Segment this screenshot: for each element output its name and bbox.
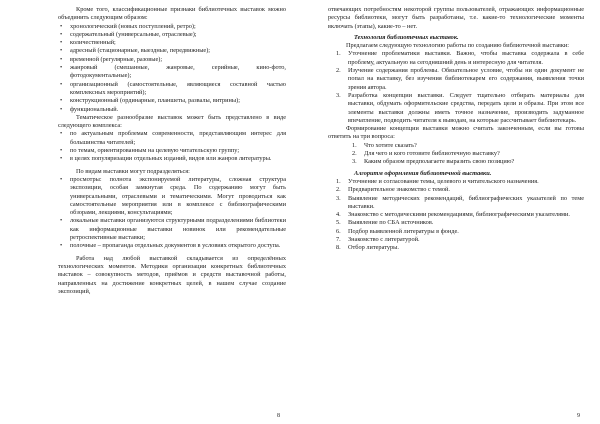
list-item: • по актуальным проблемам современности, представляющим интерес для большинства читателей; bbox=[58, 130, 286, 147]
right-page bbox=[300, 0, 600, 424]
list-item: 2. Изучение содержания проблемы. Обязательное условие, чтобы ни один документ не попал на выставку, без изучения библиотекарем его содержания, выявления точки зрения автора. bbox=[336, 67, 584, 91]
list-item: 3. Выявление методических рекомендаций, библиографических указателей по теме выставки. bbox=[336, 194, 584, 210]
continuation-paragraph: отвечающих потребностям некоторой группы пользователей, отражающих информационные ресурсы библиотеки, могут быть разработаны, т.е. какие-то технологические моменты включать (этапы), какие-то – нет. bbox=[328, 6, 584, 30]
list-item: • адресный (стационарные, выездные, передвижные); bbox=[58, 47, 286, 55]
types-list bbox=[58, 176, 286, 251]
list-item: 4. Знакомство с методическими рекомендациями, библиографическими указателями. bbox=[336, 211, 570, 219]
types-paragraph: По видам выставки могут подразделяться: bbox=[76, 167, 190, 175]
list-item: • по темам, ориентированным на целевую читательскую группу; bbox=[58, 147, 286, 155]
thematic-paragraph: Тематическое разнообразие выставок может быть представлено в виде следующего комплекса: bbox=[58, 113, 286, 130]
list-item: • содержательный (универсальные, отраслевые); bbox=[58, 31, 286, 39]
list-item: 3. Разработка концепции выставки. Следует тщательно отбирать материалы для выставки, обдумать оформительские средства, передать цели и образы. При этом все элементы выставки должны иметь точное назначение, производить задуманное впечатление, подводить читателя к выводам, на которые рассчитывает библиотекарь. bbox=[336, 91, 584, 124]
list-item: • хронологический (новых поступлений, ретро); bbox=[58, 23, 286, 31]
technology-steps-list bbox=[328, 50, 584, 125]
questions-list bbox=[328, 142, 584, 167]
left-intro-paragraph: Кроме того, классификационные признаки библиотечных выставок можно объединить следующим образом: bbox=[58, 6, 286, 22]
list-item: 5. Выявление по СБА источников. bbox=[336, 219, 434, 227]
list-item: • количественный; bbox=[58, 39, 286, 47]
list-item: 3. Каким образом предполагаете выразить свою позицию? bbox=[352, 158, 515, 166]
section-heading-technology: Технология библиотечных выставок. bbox=[354, 33, 459, 41]
list-item: 1. Уточнение и согласование темы, целевого и читательского назначения. bbox=[336, 177, 539, 185]
methods-paragraph: Работа над любой выставкой складывается из определённых технологических моментов. Методики организации конкретных библиотечных выставок – совокупность методов, приёмов и средств выставочной работы, направленных на достижение конкретных целей, в нашем случае создание экспозиций, bbox=[58, 254, 286, 295]
list-item: • временной (регулярные, разовые); bbox=[58, 56, 286, 64]
list-item: • в целях популяризации отдельных изданий, видов или жанров литературы. bbox=[58, 155, 286, 163]
list-item: • организационный (самостоятельные, являющиеся составной частью комплексных мероприятий); bbox=[58, 81, 286, 98]
section-heading-algorithm: Алгоритм оформления библиотечной выставки. bbox=[354, 169, 492, 177]
technology-intro: Предлагаем следующую технологию работы по созданию библиотечной выставки: bbox=[346, 42, 570, 50]
concept-paragraph: Формирование концепции выставки можно считать законченным, если вы готовы ответить на три вопроса: bbox=[328, 125, 584, 141]
list-item: • локальные выставки организуются структурными подразделениями библиотеки как информационные выставки новинок или рекомендательные ретроспективные выставки; bbox=[58, 217, 286, 242]
list-item: • функциональный. bbox=[58, 106, 286, 114]
list-item: 2. Для чего и кого готовите библиотечную выставку? bbox=[352, 150, 500, 158]
list-item: 2. Предварительное знакомство с темой. bbox=[336, 186, 450, 194]
algorithm-list bbox=[328, 178, 584, 253]
classification-list bbox=[58, 23, 286, 114]
list-item: 1. Уточнение проблематики выставки. Важно, чтобы выставка содержала в себе проблему, актуальную на сегодняшний день и интересную для читателя. bbox=[336, 50, 584, 66]
list-item: 8. Отбор литературы. bbox=[336, 244, 399, 252]
page-number: 9 bbox=[577, 412, 580, 419]
list-item: • просмотры: полнота экспонируемой литературы, сложная структура экспозиции, особая замкнутая среда. По содержанию могут быть универсальными, отраслевыми и тематическими. Могут проводиться как самостоятельные мероприятия или в комплексе с библиографическими обзорами, лекциями, консультациями; bbox=[58, 176, 286, 217]
thematic-list bbox=[58, 130, 286, 163]
page-number: 8 bbox=[277, 412, 280, 419]
list-item: 6. Подбор выявленной литературы в фонде. bbox=[336, 227, 459, 235]
list-item: 7. Знакомство с литературой. bbox=[336, 236, 420, 244]
list-item: • полочные – пропаганда отдельных документов в условиях открытого доступа. bbox=[58, 242, 286, 250]
list-item: 1. Что хотите сказать? bbox=[352, 141, 417, 149]
list-item: • конструкционный (ординарные, планшеты, развалы, витрины); bbox=[58, 97, 286, 105]
list-item: • жанровый (смешанные, жанровые, серийные, кино-фото, фотодокументальные); bbox=[58, 64, 286, 81]
